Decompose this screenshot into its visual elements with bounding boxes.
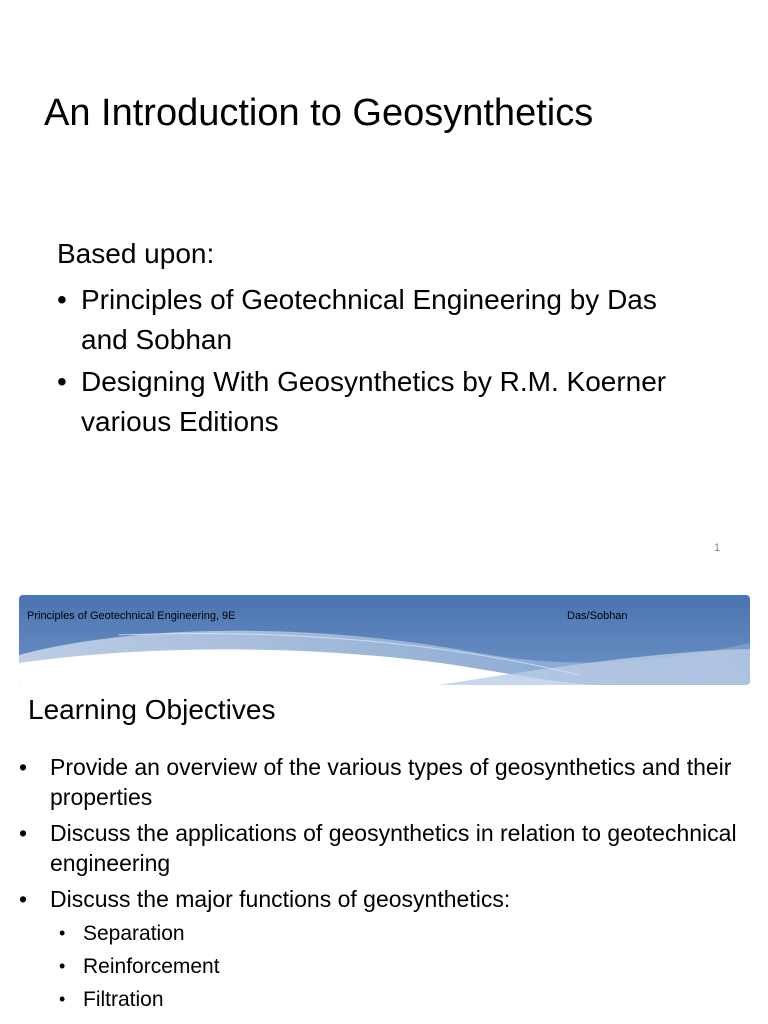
bullet-item (57, 280, 697, 360)
bullet-item (57, 362, 697, 442)
list-item (19, 818, 739, 878)
slide-title: Learning Objectives (28, 694, 276, 725)
bullet-icon: • (59, 956, 66, 976)
header-banner (19, 595, 750, 685)
list-item-text: Provide an overview of the various types of geosynthetics and their properties (50, 754, 732, 810)
wave-decoration (19, 595, 750, 685)
objectives-list (19, 752, 739, 1019)
sub-list-item (19, 953, 739, 980)
bullet-icon: • (19, 820, 28, 846)
slide-2 (0, 590, 768, 1024)
sub-list-item-text: Reinforcement (83, 955, 220, 978)
sub-list-item (19, 986, 739, 1013)
bullet-icon: • (57, 366, 67, 397)
bullet-icon: • (59, 923, 66, 943)
list-item (19, 752, 739, 812)
list-item (19, 884, 739, 914)
based-upon-label: Based upon: (57, 238, 215, 269)
bullet-text: Designing With Geosynthetics by R.M. Koerner various Editions (81, 366, 667, 437)
bullet-icon: • (59, 989, 66, 1009)
bullet-icon: • (19, 754, 28, 780)
bullet-text: Principles of Geotechnical Engineering by Das and Sobhan (81, 284, 657, 355)
page-number: 1 (714, 542, 721, 554)
sub-list-item-text: Filtration (83, 988, 164, 1011)
header-authors: Das/Sobhan (567, 610, 628, 622)
bullet-icon: • (57, 284, 67, 315)
list-item-text: Discuss the major functions of geosynthetics: (50, 886, 511, 912)
sub-list-item (19, 920, 739, 947)
sub-list-item-text: Separation (83, 922, 185, 945)
slide-title: An Introduction to Geosynthetics (44, 92, 594, 134)
bullet-icon: • (19, 886, 28, 912)
header-course-title: Principles of Geotechnical Engineering, 9E (27, 610, 236, 622)
list-item-text: Discuss the applications of geosynthetics in relation to geotechnical engineering (50, 820, 737, 876)
